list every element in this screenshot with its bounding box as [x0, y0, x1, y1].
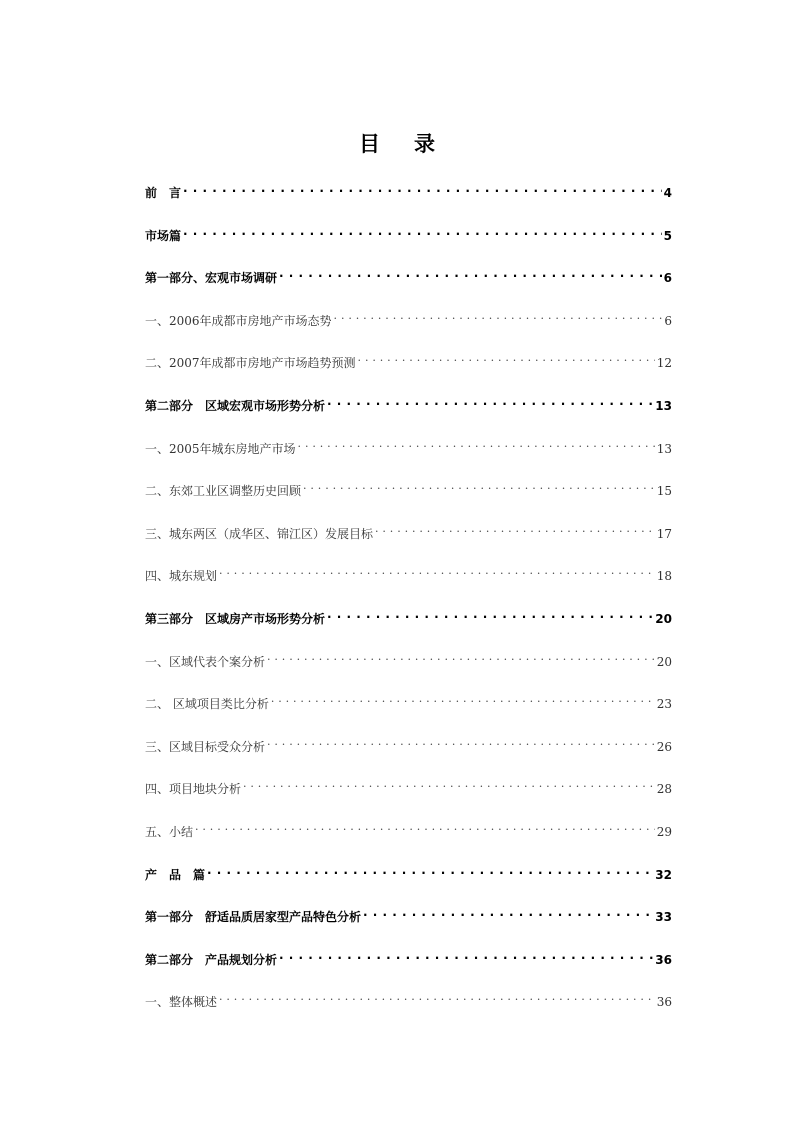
toc-entry-page: 32: [655, 867, 672, 882]
toc-entry-label: 前 言: [145, 186, 182, 200]
toc-entry[interactable]: [145, 648, 672, 691]
toc-entry[interactable]: [145, 988, 672, 1031]
toc-entry-label: 第一部分、宏观市场调研: [145, 271, 278, 286]
toc-entry[interactable]: [145, 477, 672, 520]
toc-entry-label: 第二部分 产品规划分析: [145, 952, 278, 967]
toc-dot-leader: [327, 605, 653, 623]
toc-dot-leader: [303, 477, 655, 495]
toc-entry-page: 5: [663, 228, 672, 243]
toc-dot-leader: [334, 307, 663, 325]
toc-entry-label: 一、整体概述: [145, 995, 218, 1010]
toc-dot-leader: [207, 861, 653, 879]
toc-entry-label: 一、区域代表个案分析: [145, 654, 266, 669]
toc-entry[interactable]: [145, 861, 672, 904]
title-char-1: 目: [359, 132, 380, 156]
title-char-2: 录: [414, 132, 435, 156]
toc-dot-leader: [358, 349, 655, 367]
toc-entry-page: 13: [655, 398, 672, 413]
toc-entry[interactable]: [145, 733, 672, 776]
toc-dot-leader: [298, 435, 655, 453]
toc-entry[interactable]: [145, 690, 672, 733]
toc-entry-label: 产 品 篇: [145, 867, 206, 882]
toc-entry-page: 36: [655, 952, 672, 967]
toc-entry-page: 26: [656, 739, 672, 754]
toc-entry-page: 23: [656, 697, 672, 712]
toc-entry-label: 第二部分 区域宏观市场形势分析: [145, 398, 326, 413]
toc-entry[interactable]: [145, 307, 672, 350]
toc-entry-label: 二、东郊工业区调整历史回顾: [145, 484, 302, 499]
toc-entry-page: 20: [655, 611, 672, 626]
toc-entry-label: 第一部分 舒适品质居家型产品特色分析: [145, 910, 362, 925]
toc-entry-page: 18: [656, 569, 672, 584]
toc-entry-page: 20: [656, 654, 672, 669]
toc-entry-page: 13: [656, 441, 672, 456]
toc-entry-page: 4: [663, 186, 672, 200]
toc-entry-page: 6: [663, 271, 672, 286]
toc-dot-leader: [279, 946, 653, 964]
toc-dot-leader: [219, 562, 655, 580]
toc-entry-page: 29: [656, 824, 672, 839]
toc-entry[interactable]: [145, 435, 672, 478]
toc-entry[interactable]: [145, 349, 672, 392]
toc-entry-page: 6: [664, 313, 672, 328]
toc-dot-leader: [271, 690, 655, 708]
toc-entry-label: 三、区域目标受众分析: [145, 739, 266, 754]
toc-dot-leader: [183, 222, 662, 240]
toc-dot-leader: [375, 520, 655, 538]
toc-entry-label: 一、2005年城东房地产市场: [145, 441, 296, 456]
toc-dot-leader: [195, 818, 655, 836]
toc-entry[interactable]: [145, 605, 672, 648]
toc-entry[interactable]: [145, 946, 672, 989]
toc-entry-label: 二、2007年成都市房地产市场趋势预测: [145, 356, 356, 371]
toc-entry-page: 33: [655, 910, 672, 925]
toc-dot-leader: [183, 179, 662, 197]
toc-entry-label: 四、城东规划: [145, 569, 218, 584]
toc-entry-page: 15: [656, 484, 672, 499]
toc-dot-leader: [267, 648, 655, 666]
toc-entry-label: 二、 区域项目类比分析: [145, 697, 269, 712]
toc-entry[interactable]: [145, 392, 672, 435]
toc-entry[interactable]: [145, 903, 672, 946]
toc-dot-leader: [267, 733, 655, 751]
toc-entry-label: 三、城东两区（成华区、锦江区）发展目标: [145, 526, 374, 541]
table-of-contents: [145, 179, 672, 1031]
toc-entry-page: 17: [656, 526, 672, 541]
toc-entry-page: 28: [656, 782, 672, 797]
toc-entry[interactable]: [145, 222, 672, 265]
toc-dot-leader: [327, 392, 653, 410]
toc-entry[interactable]: [145, 775, 672, 818]
toc-entry[interactable]: [145, 264, 672, 307]
toc-entry-page: 12: [656, 356, 672, 371]
toc-entry-label: 第三部分 区域房产市场形势分析: [145, 611, 326, 626]
toc-entry[interactable]: [145, 562, 672, 605]
toc-entry-page: 36: [656, 995, 672, 1010]
toc-dot-leader: [243, 775, 655, 793]
toc-entry[interactable]: [145, 520, 672, 563]
page-title: [0, 131, 794, 157]
toc-dot-leader: [219, 988, 655, 1006]
toc-entry-label: 一、2006年成都市房地产市场态势: [145, 313, 332, 328]
toc-entry-label: 四、项目地块分析: [145, 782, 242, 797]
toc-entry-label: 五、小结: [145, 824, 194, 839]
toc-dot-leader: [279, 264, 662, 282]
toc-entry[interactable]: [145, 179, 672, 222]
toc-dot-leader: [363, 903, 653, 921]
toc-entry[interactable]: [145, 818, 672, 861]
toc-entry-label: 市场篇: [145, 228, 182, 243]
